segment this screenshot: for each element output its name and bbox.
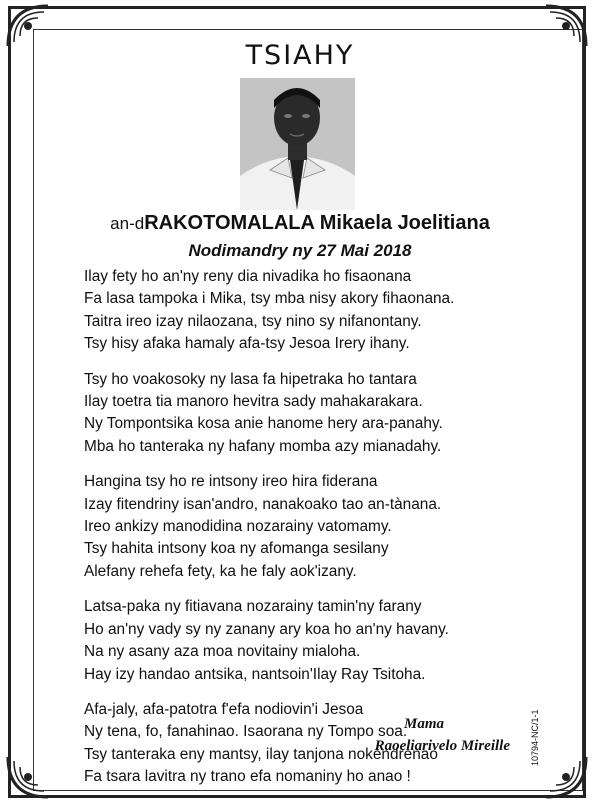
poem-line: Na ny asany aza moa novitainy mialoha.	[84, 643, 361, 661]
poem-line: Ilay toetra tia manoro hevitra sady mahakarakara.	[84, 393, 423, 411]
notice-title: TSIAHY	[245, 40, 355, 71]
poem-line: Alefany rehefa fety, ka he faly aok'izany.	[84, 562, 357, 580]
portrait-photo	[240, 78, 355, 210]
signature-name: Raoeliarivelo Mireille	[374, 738, 510, 754]
corner-ornament-icon	[4, 753, 52, 801]
full-name: RAKOTOMALALA Mikaela Joelitiana	[144, 212, 490, 234]
poem-line: Latsa-paka ny fitiavana nozarainy tamin'ny farany	[84, 598, 422, 616]
poem-stanza	[84, 596, 554, 686]
poem-stanza	[84, 266, 554, 356]
poem-line: Tsy ho voakosoky ny lasa fa hipetraka ho tantara	[84, 370, 417, 388]
notice-date: Nodimandry ny 27 Mai 2018	[188, 241, 412, 260]
poem-stanza	[84, 471, 554, 583]
poem-line: Tsy hahita intsony koa ny afomanga sesilany	[84, 540, 389, 558]
poem-line: Izay fitendriny isan'andro, nanakoako tao an-tànana.	[84, 495, 442, 513]
poem-line: Ny Tompontsika kosa anie hanome hery ara-panahy.	[84, 415, 443, 433]
poem-line: Mba ho tanteraka ny hafany momba azy mianadahy.	[84, 437, 442, 455]
poem-line: Ho an'ny vady sy ny zanany ary koa ho an'ny havany.	[84, 620, 449, 638]
name-prefix: an-d	[110, 214, 145, 233]
deceased-name	[0, 212, 600, 235]
poem-line: Hangina tsy ho re intsony ireo hira fiderana	[84, 473, 378, 491]
person-silhouette-icon	[240, 78, 355, 210]
poem-line: Ny tena, fo, fanahinao. Isaorana ny Tompo soa.	[84, 723, 408, 741]
poem-line: Afa-jaly, afa-patotra f'efa nodiovin'i Jesoa	[84, 700, 364, 718]
poem-line: Taitra ireo izay nilaozana, tsy nino sy nifanontany.	[84, 312, 422, 330]
reference-code: 10794-NC/1-1	[530, 709, 540, 766]
poem-line: Tsy tanteraka eny mantsy, ilay tanjona nokendrenao	[84, 745, 438, 763]
poem-stanza	[84, 369, 554, 459]
poem-line: Fa tsara lavitra ny trano efa nomaniny ho anao !	[84, 768, 411, 786]
poem	[84, 266, 554, 802]
poem-line: Tsy hisy afaka hamaly afa-tsy Jesoa Irery ihany.	[84, 335, 410, 353]
poem-line: Fa lasa tampoka i Mika, tsy mba nisy akory fihaonana.	[84, 290, 455, 308]
poem-line: Ilay fety ho an'ny reny dia nivadika ho fisaonana	[84, 268, 412, 285]
poem-line: Ireo ankizy manodidina nozarainy vatomamy.	[84, 518, 392, 536]
poem-line: Hay izy handao antsika, nantsoin'Ilay Ray Tsitoha.	[84, 665, 426, 683]
signature-title: Mama	[403, 716, 444, 732]
